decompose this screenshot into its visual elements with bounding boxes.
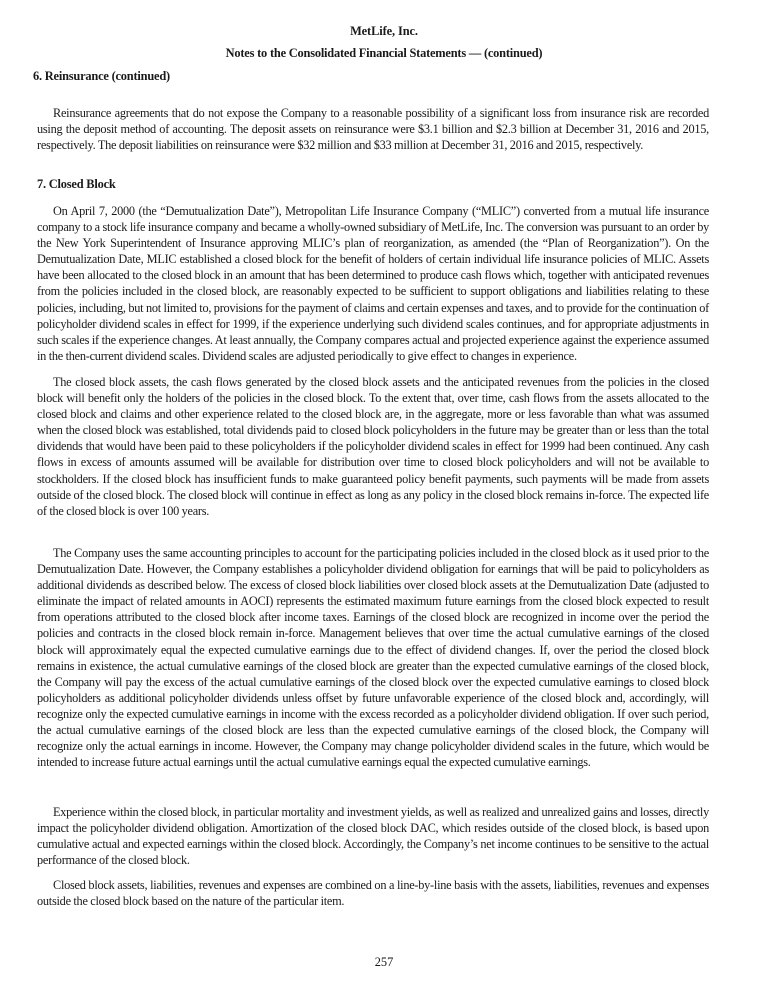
section-heading-closed-block: 7. Closed Block [37, 177, 116, 191]
document-subtitle: Notes to the Consolidated Financial Statements — (continued) [225, 46, 543, 60]
company-name: MetLife, Inc. [350, 24, 418, 38]
page-number: 257 [374, 955, 394, 969]
paragraph-line-by-line: Closed block assets, liabilities, revenues and expenses are combined on a line-by-line basis with the assets, liabilities, revenues and expenses outside the closed block based on the nature of the particular item. [37, 878, 709, 909]
paragraph-accounting-principles: The Company uses the same accounting principles to account for the participating policies included in the closed block as it used prior to the Demutualization Date. However, the Company establishes a policyholder dividend obligation for earnings that will be paid to policyholders as additional dividends as described below. The excess of closed block liabilities over closed block assets at the Demutualization Date (adjusted to eliminate the impact of related amounts in AOCI) represents the estimated maximum future earnings from the closed block expected to result from operations attributed to the closed block after income taxes. Earnings of the closed block are recognized in income over the period the policies and contracts in the closed block remain in-force. Management believes that over time the actual cumulative earnings of the closed block will approximately equal the expected cumulative earnings due to the effect of dividend changes. If, over the period the closed block remains in existence, the actual cumulative earnings of the closed block are greater than the expected cumulative earnings of the closed block, the Company will pay the excess of the actual cumulative earnings of the closed block over the expected cumulative earnings to closed block policyholders as additional policyholder dividends unless offset by future unfavorable experience of the closed block and, accordingly, will recognize only the expected cumulative earnings in income with the excess recorded as a policyholder dividend obligation. If over such period, the actual cumulative earnings of the closed block are less than the expected cumulative earnings of the closed block, the Company will recognize only the actual earnings in income. However, the Company may change policyholder dividend scales in the future, which would be intended to increase future actual earnings until the actual cumulative earnings equal the expected cumulative earnings. [37, 546, 709, 770]
paragraph-reinsurance-deposit: Reinsurance agreements that do not expose the Company to a reasonable possibility of a significant loss from insurance risk are recorded using the deposit method of accounting. The deposit assets on reinsurance were $3.1 billion and $2.3 billion at December 31, 2016 and 2015, respectively. The deposit liabilities on reinsurance were $32 million and $33 million at December 31, 2016 and 2015, respectively. [37, 106, 709, 153]
section-heading-reinsurance: 6. Reinsurance (continued) [33, 69, 170, 83]
paragraph-demutualization: On April 7, 2000 (the “Demutualization Date”), Metropolitan Life Insurance Company (“MLIC”) converted from a mutual life insurance company to a stock life insurance company and became a wholly-owned subsidiary of MetLife, Inc. The conversion was pursuant to an order by the New York Superintendent of Insurance approving MLIC’s plan of reorganization, as amended (the “Plan of Reorganization”). On the Demutualization Date, MLIC established a closed block for the benefit of holders of certain individual life insurance policies of MLIC. Assets have been allocated to the closed block in an amount that has been determined to produce cash flows which, together with anticipated revenues from the policies included in the closed block, are reasonably expected to be sufficient to support obligations and liabilities relating to these policies, including, but not limited to, provisions for the payment of claims and certain expenses and taxes, and to provide for the continuation of policyholder dividend scales in effect for 1999, if the experience underlying such dividend scales continues, and for appropriate adjustments in such scales if the experience changes. At least annually, the Company compares actual and projected experience against the experience assumed in the then-current dividend scales. Dividend scales are adjusted periodically to give effect to changes in experience. [37, 204, 709, 363]
paragraph-closed-block-assets: The closed block assets, the cash flows generated by the closed block assets and the anticipated revenues from the policies in the closed block will benefit only the holders of the policies in the closed block. To the extent that, over time, cash flows from the assets allocated to the closed block and claims and other experience related to the closed block are, in the aggregate, more or less favorable than what was assumed when the closed block was established, total dividends paid to closed block policyholders in the future may be greater than or less than the total dividends that would have been paid to these policyholders if the policyholder dividend scales in effect for 1999 had been continued. Any cash flows in excess of amounts assumed will be available for distribution over time to closed block policyholders and will not be available to stockholders. If the closed block has insufficient funds to make guaranteed policy benefit payments, such payments will be made from assets outside of the closed block. The closed block will continue in effect as long as any policy in the closed block remains in-force. The expected life of the closed block is over 100 years. [37, 375, 709, 518]
paragraph-experience: Experience within the closed block, in particular mortality and investment yields, as well as realized and unrealized gains and losses, directly impact the policyholder dividend obligation. Amortization of the closed block DAC, which resides outside of the closed block, is based upon cumulative actual and expected earnings within the closed block. Accordingly, the Company’s net income continues to be sensitive to the actual performance of the closed block. [37, 805, 709, 868]
